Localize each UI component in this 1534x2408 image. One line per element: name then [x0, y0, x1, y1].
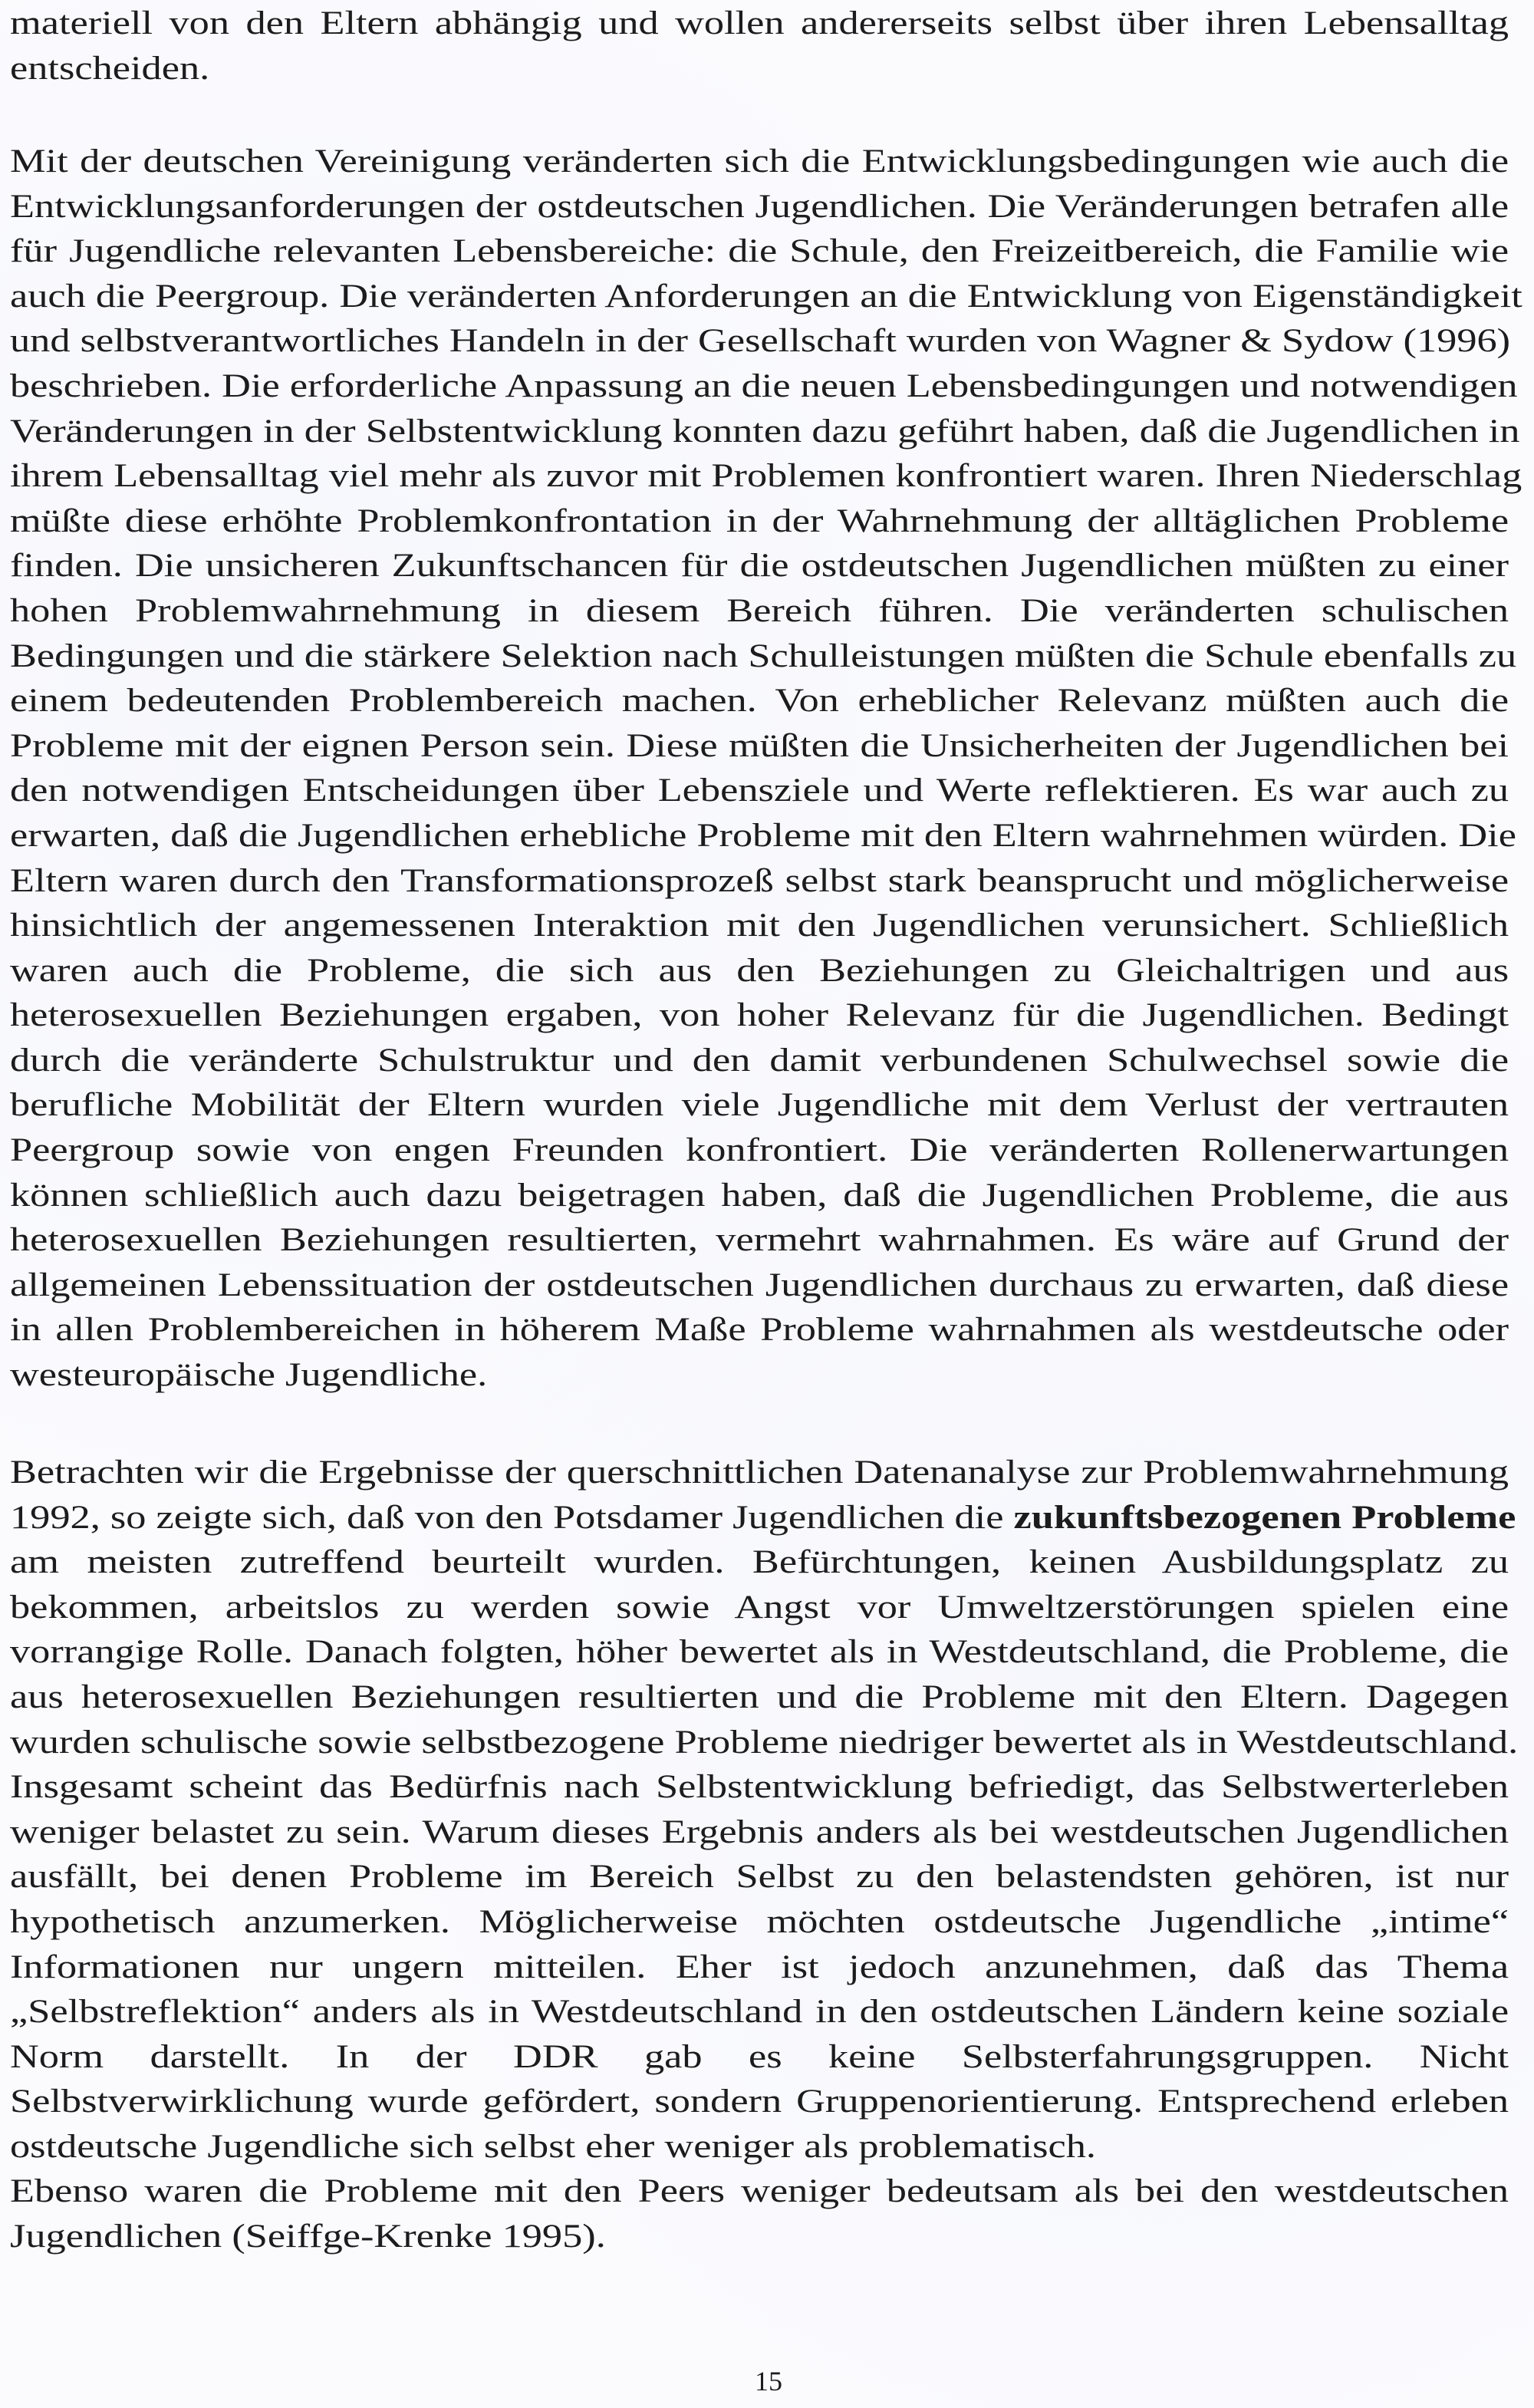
- text-line: bekommen, arbeitslos zu werden sowie Angst vor Umweltzerstörungen spielen eine: [10, 1589, 1509, 1626]
- paragraph: [10, 140, 1522, 1398]
- text-line: entscheiden.: [10, 50, 210, 87]
- text-line: und selbstverantwortliches Handeln in der Gesellschaft wurden von Wagner & Sydow (1996): [10, 323, 1511, 360]
- text-line: Insgesamt scheint das Bedürfnis nach Selbstentwicklung befriedigt, das Selbstwerterleben: [10, 1769, 1509, 1806]
- text-line: hinsichtlich der angemessenen Interaktion mit den Jugendlichen verunsichert. Schließlich: [10, 908, 1509, 944]
- text-line: den notwendigen Entscheidungen über Lebensziele und Werte reflektieren. Es war auch zu: [10, 772, 1509, 809]
- text-line: waren auch die Probleme, die sich aus den Beziehungen zu Gleichaltrigen und aus: [10, 952, 1509, 989]
- text-line: vorrangige Rolle. Danach folgten, höher bewertet als in Westdeutschland, die Probleme, die: [10, 1634, 1509, 1671]
- page-number: 15: [755, 2366, 782, 2396]
- text-line: einem bedeutenden Problembereich machen. Von erheblicher Relevanz müßten auch die: [10, 683, 1509, 720]
- text-line: Jugendlichen (Seiffge-Krenke 1995).: [10, 2218, 606, 2255]
- text-line: heterosexuellen Beziehungen ergaben, von hoher Relevanz für die Jugendlichen. Bedingt: [10, 997, 1509, 1034]
- text-line: Entwicklungsanforderungen der ostdeutschen Jugendlichen. Die Veränderungen betrafen alle: [10, 188, 1509, 225]
- text-line: finden. Die unsicheren Zukunftschancen für die ostdeutschen Jugendlichen müßten zu einer: [10, 548, 1509, 585]
- text-line: Probleme mit der eignen Person sein. Diese müßten die Unsicherheiten der Jugendlichen bei: [10, 727, 1509, 764]
- text-line: allgemeinen Lebenssituation der ostdeutschen Jugendlichen durchaus zu erwarten, daß diese: [10, 1267, 1509, 1303]
- text-line: Informationen nur ungern mitteilen. Eher ist jedoch anzunehmen, daß das Thema: [10, 1948, 1509, 1985]
- text-line: heterosexuellen Beziehungen resultierten, vermehrt wahrnahmen. Es wäre auf Grund der: [10, 1222, 1509, 1259]
- text-line: Veränderungen in der Selbstentwicklung konnten dazu geführt haben, daß die Jugendlichen in: [10, 413, 1520, 450]
- text-line: ihrem Lebensalltag viel mehr als zuvor mit Problemen konfrontiert waren. Ihren Niederschlag: [10, 458, 1522, 495]
- text-line: westeuropäische Jugendliche.: [10, 1357, 488, 1394]
- text-line: Bedingungen und die stärkere Selektion nach Schulleistungen müßten die Schule ebenfalls zu: [10, 637, 1517, 674]
- text-run: 1992, so zeigte sich, daß von den Potsdamer Jugendlichen die: [10, 1499, 1014, 1536]
- text-line: können schließlich auch dazu beigetragen haben, daß die Jugendlichen Probleme, die aus: [10, 1177, 1509, 1214]
- text-line: Ebenso waren die Probleme mit den Peers weniger bedeutsam als bei den westdeutschen: [10, 2173, 1509, 2209]
- text-line: Betrachten wir die Ergebnisse der querschnittlichen Datenanalyse zur Problemwahrnehmung: [10, 1454, 1509, 1491]
- text-line: hohen Problemwahrnehmung in diesem Bereich führen. Die veränderten schulischen: [10, 592, 1509, 629]
- text-line: weniger belastet zu sein. Warum dieses Ergebnis anders als bei westdeutschen Jugendlichen: [10, 1813, 1509, 1850]
- text-line: aus heterosexuellen Beziehungen resultierten und die Probleme mit den Eltern. Dagegen: [10, 1678, 1509, 1715]
- text-line: für Jugendliche relevanten Lebensbereiche: die Schule, den Freizeitbereich, die Familie wie: [10, 233, 1509, 270]
- text-line: ausfällt, bei denen Probleme im Bereich Selbst zu den belastendsten gehören, ist nur: [10, 1859, 1509, 1896]
- text-line: erwarten, daß die Jugendlichen erhebliche Probleme mit den Eltern wahrnehmen würden. Die: [10, 817, 1516, 854]
- text-line: materiell von den Eltern abhängig und wollen andererseits selbst über ihren Lebensalltag: [10, 5, 1509, 41]
- text-line: berufliche Mobilität der Eltern wurden viele Jugendliche mit dem Verlust der vertrauten: [10, 1087, 1509, 1124]
- text-line: Mit der deutschen Vereinigung veränderten sich die Entwicklungsbedingungen wie auch die: [10, 143, 1509, 180]
- paragraph: [10, 2, 1509, 91]
- text-line: beschrieben. Die erforderliche Anpassung an die neuen Lebensbedingungen und notwendigen: [10, 367, 1518, 404]
- text-line: am meisten zutreffend beurteilt wurden. Befürchtungen, keinen Ausbildungsplatz zu: [10, 1544, 1509, 1581]
- text-line: Selbstverwirklichung wurde gefördert, sondern Gruppenorientierung. Entsprechend erleben: [10, 2084, 1509, 2120]
- paragraph: [10, 1451, 1519, 2170]
- text-line: [10, 1496, 1516, 1541]
- text-line: ostdeutsche Jugendliche sich selbst eher weniger als problematisch.: [10, 2128, 1097, 2165]
- text-line: „Selbstreflektion“ anders als in Westdeutschland in den ostdeutschen Ländern keine soziale: [10, 1994, 1509, 2031]
- text-line: wurden schulische sowie selbstbezogene Probleme niedriger bewertet als in Westdeutschland.: [10, 1724, 1519, 1761]
- text-line: auch die Peergroup. Die veränderten Anforderungen an die Entwicklung von Eigenständigkeit: [10, 278, 1522, 315]
- text-line: müßte diese erhöhte Problemkonfrontation in der Wahrnehmung der alltäglichen Probleme: [10, 502, 1509, 539]
- text-line: durch die veränderte Schulstruktur und den damit verbundenen Schulwechsel sowie die: [10, 1042, 1509, 1079]
- text-line: hypothetisch anzumerken. Möglicherweise möchten ostdeutsche Jugendliche „intime“: [10, 1903, 1509, 1940]
- emphasized-phrase: zukunftsbezogenen Probleme: [1013, 1499, 1516, 1536]
- text-line: Peergroup sowie von engen Freunden konfrontiert. Die veränderten Rollenerwartungen: [10, 1132, 1509, 1169]
- text-line: Eltern waren durch den Transformationsprozeß selbst stark beansprucht und möglicherweise: [10, 862, 1509, 899]
- text-line: in allen Problembereichen in höherem Maße Probleme wahrnahmen als westdeutsche oder: [10, 1312, 1509, 1349]
- text-line: Norm darstellt. In der DDR gab es keine Selbsterfahrungsgruppen. Nicht: [10, 2038, 1509, 2075]
- paragraph: [10, 2169, 1509, 2259]
